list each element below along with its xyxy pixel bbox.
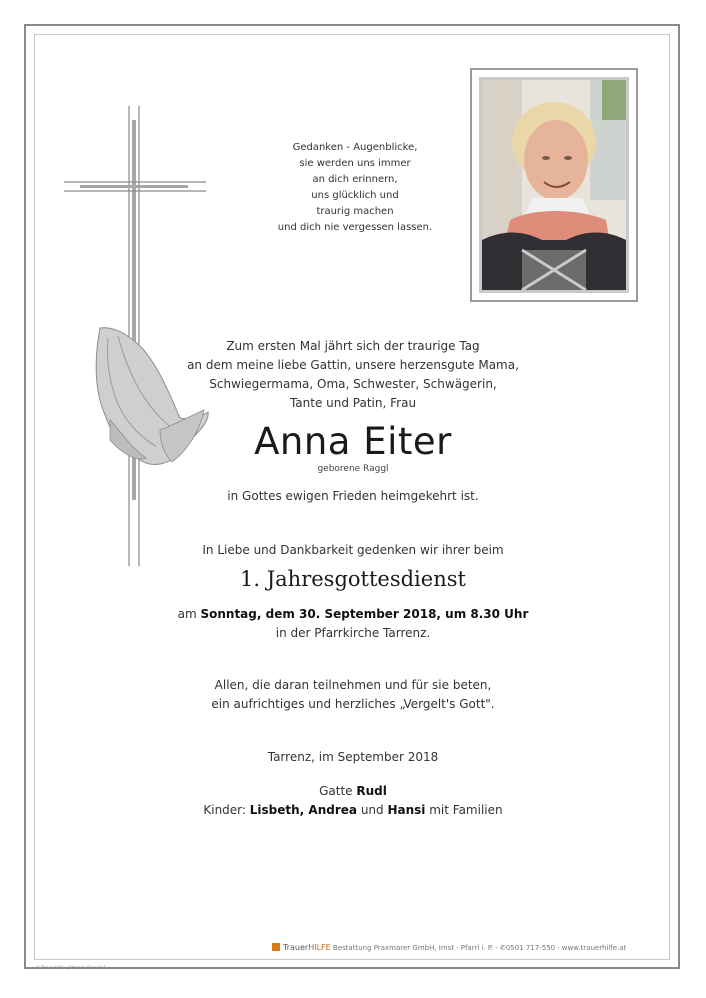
portrait-image-icon bbox=[482, 80, 626, 290]
maiden-name: geborene Raggl bbox=[317, 464, 389, 474]
heimgekehrt-text: in Gottes ewigen Frieden heimgekehrt ist. bbox=[227, 489, 479, 503]
footer-logo bbox=[283, 943, 331, 952]
service-details bbox=[0, 605, 706, 643]
place-date: Tarrenz, im September 2018 bbox=[267, 750, 439, 764]
thanks-line: Allen, die daran teilnehmen und für sie beten, bbox=[214, 678, 492, 692]
deceased-name: Anna Eiter bbox=[254, 420, 452, 463]
children-suffix: mit Familien bbox=[425, 803, 503, 817]
trauerhilfe-logo-icon bbox=[272, 943, 280, 951]
logo-trauer: Trauer bbox=[283, 943, 309, 952]
logo-hilfe: HILFE bbox=[308, 943, 331, 952]
children-names: Lisbeth, Andrea bbox=[249, 803, 357, 817]
service-prefix: am bbox=[177, 607, 201, 621]
poem-line: Gedanken - Augenblicke, bbox=[292, 142, 418, 153]
service-location: in der Pfarrkirche Tarrenz. bbox=[275, 626, 431, 640]
service-date-line bbox=[0, 605, 706, 624]
poem-line: traurig machen bbox=[316, 206, 394, 217]
intro-text bbox=[0, 337, 706, 413]
gedenken-text: In Liebe und Dankbarkeit gedenken wir ihrer beim bbox=[202, 543, 504, 557]
family-list bbox=[0, 782, 706, 820]
poem-line: und dich nie vergessen lassen. bbox=[277, 222, 433, 233]
intro-line: an dem meine liebe Gattin, unsere herzensgute Mama, bbox=[187, 358, 519, 372]
portrait-photo bbox=[479, 77, 629, 293]
footer bbox=[272, 943, 626, 952]
children-and: und bbox=[357, 803, 388, 817]
copyright: © Trauer Hilfe - Jährende Bereich 1 bbox=[36, 965, 107, 970]
service-title: 1. Jahresgottesdienst bbox=[240, 567, 466, 591]
footer-text: Bestattung Praxmarer GmbH, Imst · Pfarrl i. P. · ✆0501 717-550 · www.trauerhilfe.at bbox=[332, 944, 627, 952]
portrait-photo-frame bbox=[470, 68, 638, 302]
intro-line: Zum ersten Mal jährt sich der traurige Tag bbox=[226, 339, 480, 353]
thanks-line: ein aufrichtiges und herzliches „Vergelt's Gott". bbox=[211, 697, 495, 711]
poem-line: sie werden uns immer bbox=[299, 158, 411, 169]
intro-line: Tante und Patin, Frau bbox=[289, 396, 417, 410]
spouse-name: Rudl bbox=[356, 784, 387, 798]
poem-line: an dich erinnern, bbox=[312, 174, 398, 185]
last-child: Hansi bbox=[387, 803, 426, 817]
service-date-time: Sonntag, dem 30. September 2018, um 8.30 Uhr bbox=[200, 607, 529, 621]
spouse-label: Gatte bbox=[319, 784, 357, 798]
children-line bbox=[0, 801, 706, 820]
spouse-line bbox=[0, 782, 706, 801]
poem-line: uns glücklich und bbox=[311, 190, 399, 201]
intro-line: Schwiegermama, Oma, Schwester, Schwägerin, bbox=[209, 377, 497, 391]
poem bbox=[240, 140, 470, 236]
children-label: Kinder: bbox=[203, 803, 250, 817]
thanks-text bbox=[0, 676, 706, 714]
